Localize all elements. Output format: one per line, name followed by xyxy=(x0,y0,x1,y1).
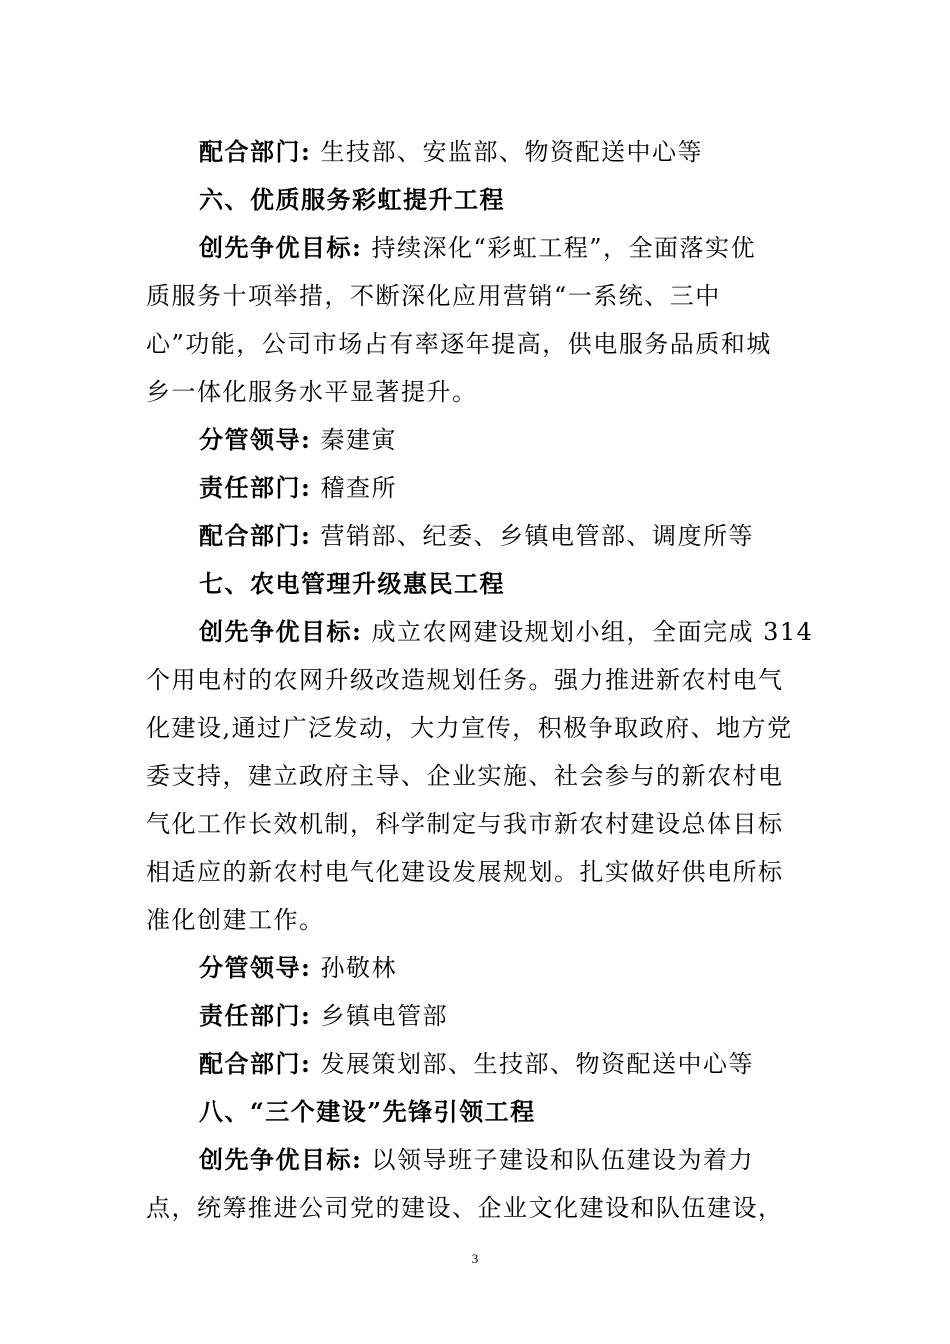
field-label: 分管领导: xyxy=(199,425,312,454)
text-line xyxy=(199,1047,754,1081)
text-line xyxy=(199,951,397,985)
field-label: 创先争优目标: xyxy=(199,1145,363,1174)
field-label: 分管领导: xyxy=(199,953,312,982)
text-line: 准化创建工作。 xyxy=(146,906,325,934)
text-line xyxy=(199,519,754,553)
text-line: 乡一体化服务水平显著提升。 xyxy=(146,378,478,406)
field-value: 发展策划部、生技部、物资配送中心等 xyxy=(320,1050,754,1078)
field-label: 责任部门: xyxy=(199,1001,312,1030)
field-value: 孙敬林 xyxy=(320,954,397,982)
text-line: 化建设,通过广泛发动，大力宣传，积极争取政府、地方党 xyxy=(146,714,793,742)
text-line xyxy=(199,423,397,457)
text-line xyxy=(199,999,448,1033)
text-line xyxy=(199,615,813,649)
text-line xyxy=(199,135,703,169)
field-label: 配合部门: xyxy=(199,521,312,550)
field-value: 持续深化“彩虹工程”，全面落实优 xyxy=(371,234,757,262)
section-heading: 六、优质服务彩虹提升工程 xyxy=(199,185,505,214)
field-value: 以领导班子建设和队伍建设为着力 xyxy=(371,1146,754,1174)
text-line: 个用电村的农网升级改造规划任务。强力推进新农村电气 xyxy=(146,666,784,694)
field-value: 营销部、纪委、乡镇电管部、调度所等 xyxy=(320,522,754,550)
text-line: 质服务十项举措，不断深化应用营销“一系统、三中 xyxy=(146,282,721,310)
text-line xyxy=(199,231,756,265)
text-line: 心”功能，公司市场占有率逐年提高，供电服务品质和城 xyxy=(146,330,772,358)
field-value: 稽查所 xyxy=(320,474,397,502)
section-heading: 七、农电管理升级惠民工程 xyxy=(199,569,505,598)
text-line: 点，统筹推进公司党的建设、企业文化建设和队伍建设， xyxy=(146,1194,784,1222)
field-label: 配合部门: xyxy=(199,137,312,166)
field-value: 秦建寅 xyxy=(320,426,397,454)
text-line: 相适应的新农村电气化建设发展规划。扎实做好供电所标 xyxy=(146,858,784,886)
field-label: 配合部门: xyxy=(199,1049,312,1078)
text-line: 气化工作长效机制，科学制定与我市新农村建设总体目标 xyxy=(146,810,784,838)
field-label: 创先争优目标: xyxy=(199,617,363,646)
field-value: 生技部、安监部、物资配送中心等 xyxy=(320,138,703,166)
text-line: 委支持，建立政府主导、企业实施、社会参与的新农村电 xyxy=(146,762,784,790)
field-label: 创先争优目标: xyxy=(199,233,363,262)
page-number: 3 xyxy=(471,1251,479,1266)
text-line xyxy=(199,471,397,505)
section-heading: 八、“三个建设”先锋引领工程 xyxy=(199,1097,536,1126)
field-value: 乡镇电管部 xyxy=(320,1002,448,1030)
text-line xyxy=(199,1143,754,1177)
field-label: 责任部门: xyxy=(199,473,312,502)
field-value: 成立农网建设规划小组，全面完成 314 xyxy=(371,618,814,646)
